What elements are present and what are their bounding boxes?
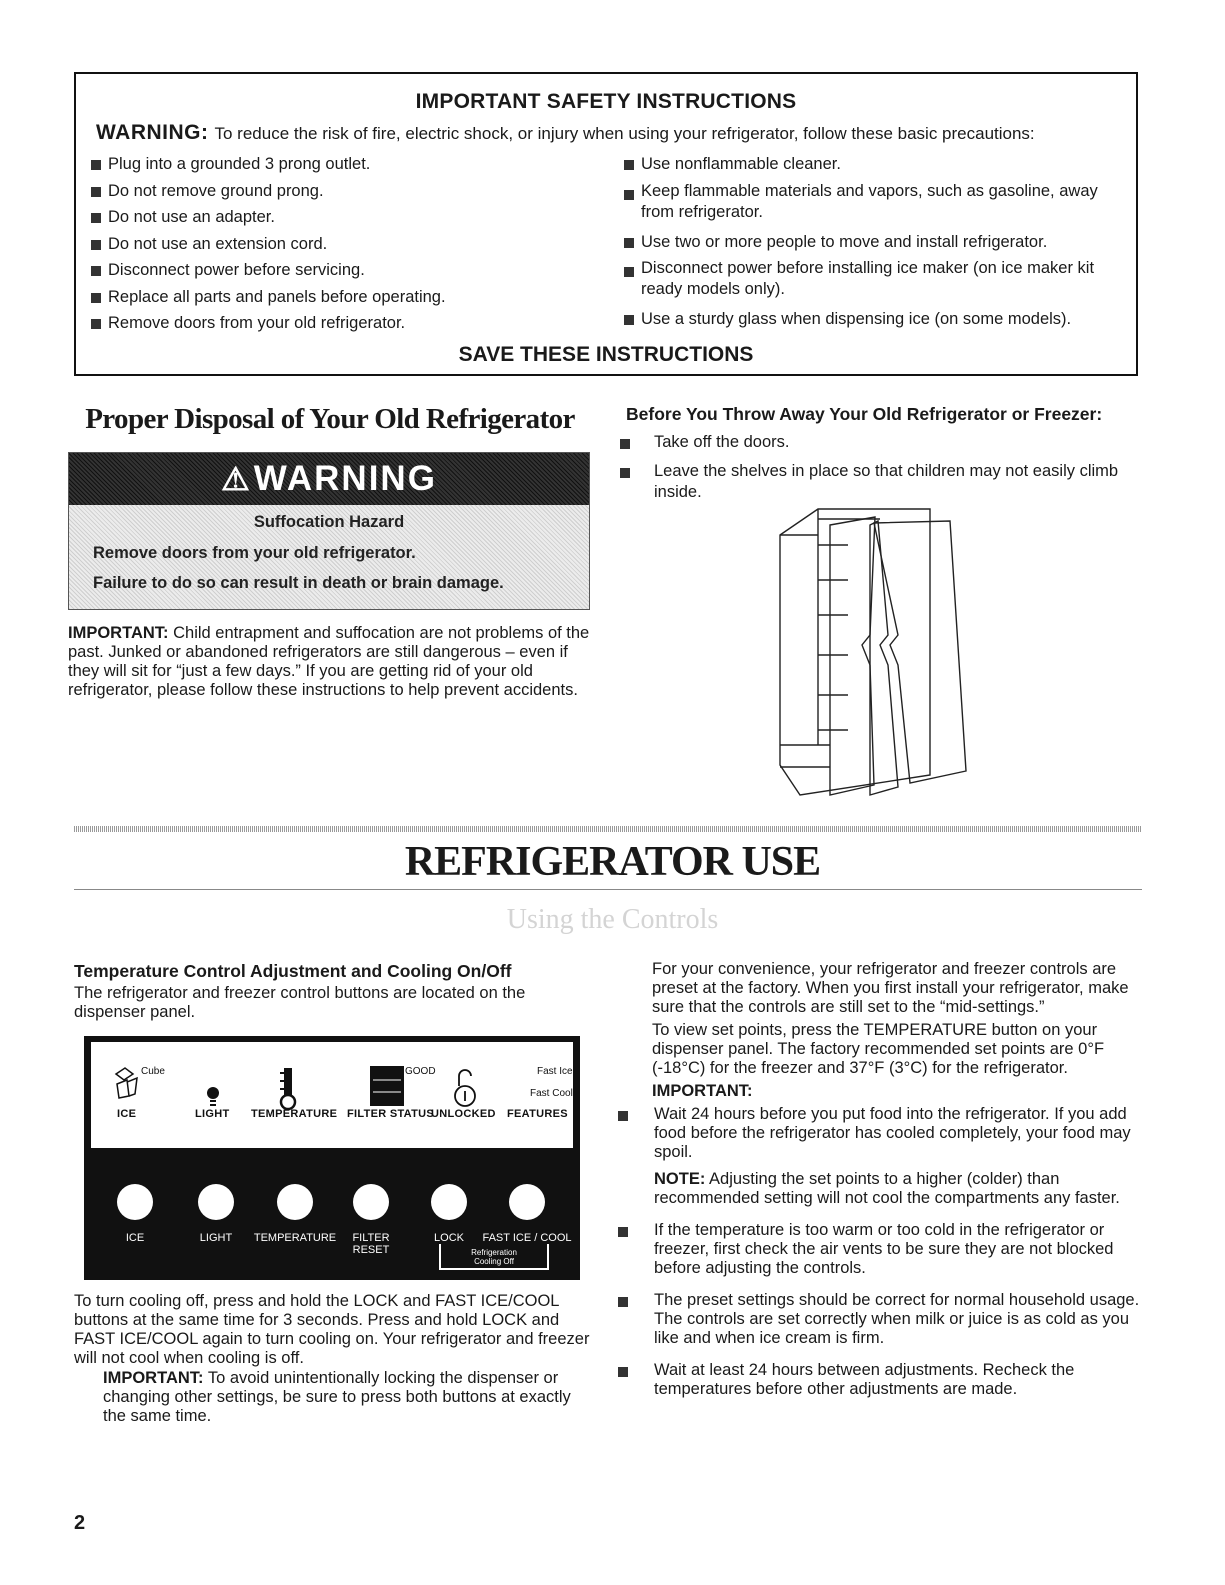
safety-left-list — [88, 151, 608, 337]
page-number: 2 — [74, 1512, 86, 1534]
section-divider — [74, 826, 1142, 832]
filter-button-label-1: FILTER — [352, 1232, 390, 1244]
lock-button[interactable] — [431, 1184, 467, 1220]
safety-right-list — [621, 151, 1131, 333]
list-item: Keep flammable materials and vapors, such as gasoline, away from refrigerator. — [621, 181, 1131, 223]
cooling-off-bracket — [439, 1244, 549, 1270]
list-item: Do not remove ground prong. — [88, 178, 608, 205]
list-item: Leave the shelves in place so that children may not easily climb inside. — [616, 461, 1136, 503]
good-label: GOOD — [405, 1066, 436, 1077]
status-label-light: LIGHT — [195, 1108, 230, 1120]
warning-line-2: Failure to do so can result in death or brain damage. — [93, 574, 504, 592]
temp-control-title: Temperature Control Adjustment and Cooling On/Off — [74, 961, 512, 981]
list-item: Wait at least 24 hours between adjustments. Recheck the temperatures before other adjustments are made. — [616, 1361, 1142, 1399]
list-item: Plug into a grounded 3 prong outlet. — [88, 151, 608, 178]
warning-box — [68, 452, 590, 610]
filter-reset-button[interactable] — [353, 1184, 389, 1220]
list-item: Use a sturdy glass when dispensing ice (on some models). — [621, 306, 1131, 333]
throw-away-list — [616, 432, 1136, 511]
save-instructions: SAVE THESE INSTRUCTIONS — [458, 343, 754, 366]
temp-important-paragraph: IMPORTANT: To avoid unintentionally locking the dispenser or changing other settings, be sure to press both buttons at exactly the same time. — [103, 1369, 571, 1425]
cooling-label-2: Cooling Off — [474, 1257, 514, 1266]
fast-cool-label: Fast Cool — [530, 1088, 573, 1099]
status-label-unlocked: UNLOCKED — [431, 1108, 496, 1120]
section-title: REFRIGERATOR USE — [404, 839, 821, 885]
disposal-title: Proper Disposal of Your Old Refrigerator — [85, 403, 575, 435]
unlocked-icon — [454, 1068, 476, 1108]
cube-label: Cube — [141, 1066, 165, 1077]
list-item: Replace all parts and panels before operating. — [88, 284, 608, 311]
list-item: Use nonflammable cleaner. — [621, 151, 1131, 178]
disposal-important-paragraph: IMPORTANT: Child entrapment and suffocation are not problems of the past. Junked or abandoned refrigerators are still dangerous – even if they will sit for “just a few days.” If you are getting rid of your old refrigerator, please follow these instructions to help prevent accidents. — [68, 624, 590, 699]
warning-triangle-icon: ⚠ — [221, 461, 252, 497]
safety-warning — [96, 121, 1035, 145]
light-button[interactable] — [198, 1184, 234, 1220]
thermometer-icon — [279, 1066, 297, 1110]
right-paragraph-1: For your convenience, your refrigerator and freezer controls are preset at the factory. When you first install your refrigerator, make sure that the controls are still set to the “mid-settings.” — [652, 960, 1129, 1016]
warning-banner: ⚠WARNING — [69, 453, 589, 505]
filter-status-icon — [370, 1066, 404, 1106]
list-item: Take off the doors. — [616, 432, 1136, 453]
right-paragraph-2: To view set points, press the TEMPERATURE button on your dispenser panel. The factory recommended set points are 0°F (-18°C) for the freezer and 37°F (3°C) for the refrigerator. — [652, 1021, 1105, 1077]
warning-line-1: Remove doors from your old refrigerator. — [93, 544, 416, 562]
fast-button-label: FAST ICE / COOL — [482, 1232, 572, 1244]
temperature-button[interactable] — [277, 1184, 313, 1220]
subsection-title: Using the Controls — [506, 904, 719, 935]
list-item: Disconnect power before servicing. — [88, 257, 608, 284]
fast-ice-label: Fast Ice — [537, 1066, 573, 1077]
right-column — [652, 960, 1142, 1412]
filter-button-label-2: RESET — [352, 1244, 390, 1256]
list-item: Remove doors from your old refrigerator. — [88, 310, 608, 337]
status-label-ice: ICE — [117, 1108, 137, 1120]
warning-text: To reduce the risk of fire, electric shock, or injury when using your refrigerator, follow these basic precautions: — [214, 124, 1035, 143]
hazard-heading: Suffocation Hazard — [253, 513, 405, 531]
cooling-off-paragraph: To turn cooling off, press and hold the LOCK and FAST ICE/COOL buttons at the same time for 3 seconds. Press and hold LOCK and FAST ICE/COOL again to turn cooling on. Your refrigerator and freezer will not cool when cooling is off. — [74, 1292, 590, 1367]
status-label-filter: FILTER STATUS — [347, 1108, 435, 1120]
list-item: Wait 24 hours before you put food into the refrigerator. If you add food before the refrigerator has cooled completely, your food may spoil. NOTE: Adjusting the set points to a higher (colder) than recommended setting will not cool the compartments any faster. — [616, 1105, 1142, 1208]
right-list — [616, 1105, 1142, 1399]
title-rule — [74, 889, 1142, 890]
light-bulb-icon — [206, 1086, 220, 1110]
ice-button-label: ICE — [125, 1232, 145, 1244]
warning-label: WARNING: — [96, 121, 209, 144]
ice-cube-icon — [113, 1066, 143, 1100]
cooling-label-1: Refrigeration — [471, 1248, 517, 1257]
status-label-temperature: TEMPERATURE — [251, 1108, 338, 1120]
refrigerator-illustration — [770, 505, 990, 805]
dispenser-panel — [84, 1036, 580, 1280]
status-label-features: FEATURES — [507, 1108, 568, 1120]
ice-button[interactable] — [117, 1184, 153, 1220]
list-item: Use two or more people to move and install refrigerator. — [621, 229, 1131, 256]
light-button-label: LIGHT — [199, 1232, 233, 1244]
list-item: The preset settings should be correct for normal household usage. The controls are set correctly when milk or juice is as cold as you like and when ice cream is firm. — [616, 1291, 1142, 1348]
list-item: Disconnect power before installing ice maker (on ice maker kit ready models only). — [621, 258, 1131, 300]
right-important-label: IMPORTANT: — [652, 1082, 753, 1100]
panel-status-area — [91, 1042, 573, 1148]
lock-button-label: LOCK — [434, 1232, 464, 1244]
temperature-button-label: TEMPERATURE — [253, 1232, 337, 1244]
list-item: If the temperature is too warm or too cold in the refrigerator or freezer, first check the air vents to be sure they are not blocked before adjusting the controls. — [616, 1221, 1142, 1278]
safety-title: IMPORTANT SAFETY INSTRUCTIONS — [415, 90, 797, 113]
safety-instructions-box — [74, 72, 1138, 376]
temp-control-intro: The refrigerator and freezer control buttons are located on the dispenser panel. — [74, 984, 526, 1021]
fast-ice-cool-button[interactable] — [509, 1184, 545, 1220]
list-item: Do not use an extension cord. — [88, 231, 608, 258]
list-item: Do not use an adapter. — [88, 204, 608, 231]
note: NOTE: Adjusting the set points to a higher (colder) than recommended setting will not cool the compartments any faster. — [654, 1170, 1120, 1207]
throw-away-title: Before You Throw Away Your Old Refrigerator or Freezer: — [626, 404, 1103, 424]
